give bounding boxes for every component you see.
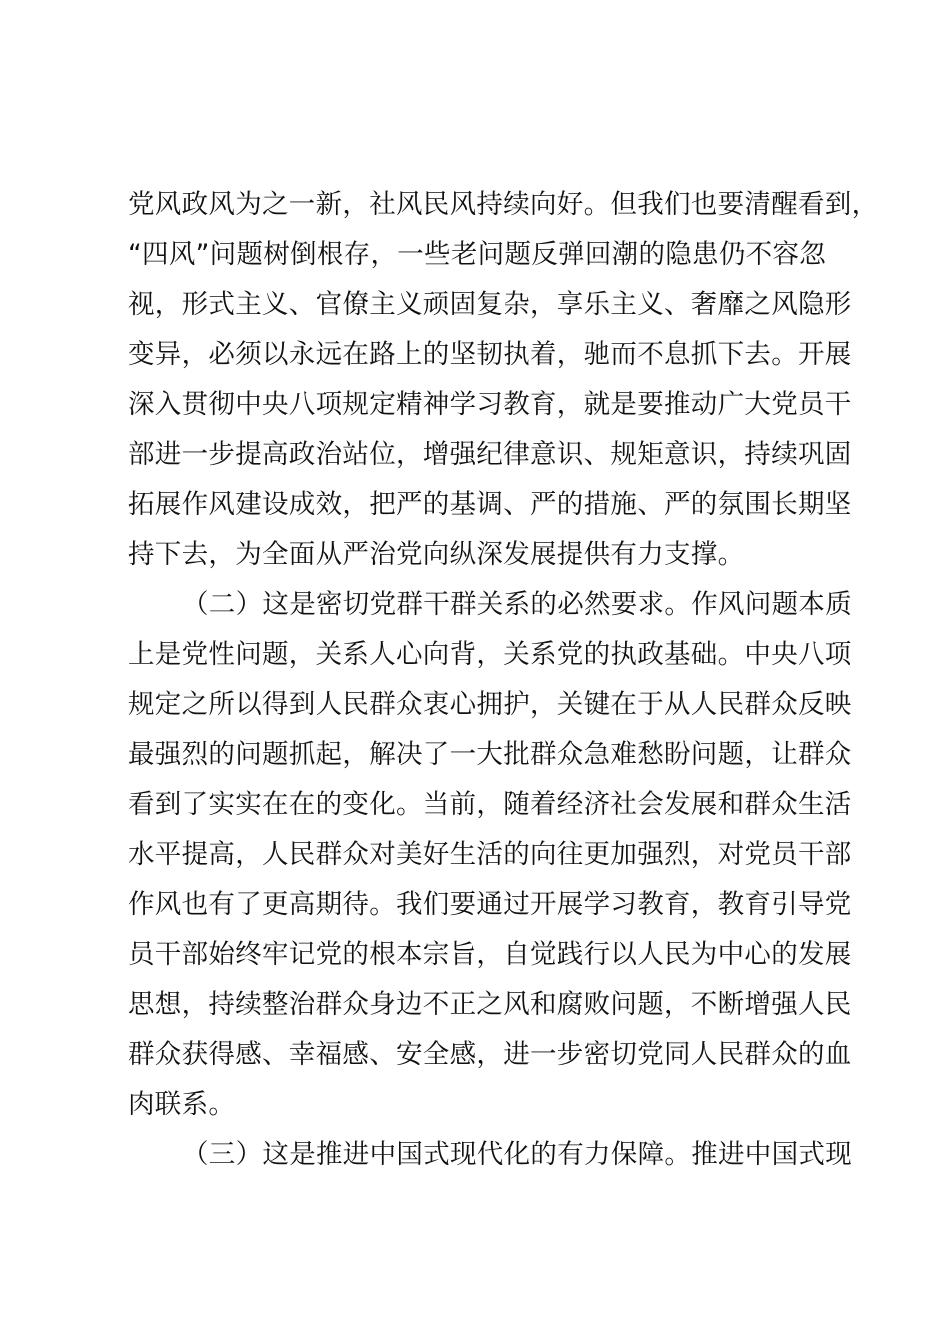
section-heading-line: （三）这是推进中国式现代化的有力保障。推进中国式现	[182, 1139, 852, 1170]
section-heading-line: （二）这是密切党群干群关系的必然要求。作风问题本质	[182, 589, 852, 620]
text-line: 部进一步提高政治站位，增强纪律意识、规矩意识，持续巩固	[128, 439, 852, 470]
document-body	[128, 180, 879, 1180]
text-line: 持下去，为全面从严治党向纵深发展提供有力支撑。	[128, 539, 745, 570]
text-line: 看到了实实在在的变化。当前，随着经济社会发展和群众生活	[128, 789, 852, 820]
text-line: 最强烈的问题抓起，解决了一大批群众急难愁盼问题，让群众	[128, 739, 852, 770]
text-line: 作风也有了更高期待。我们要通过开展学习教育，教育引导党	[128, 889, 852, 920]
text-line: 党风政风为之一新，社风民风持续向好。但我们也要清醒看到，	[128, 189, 879, 220]
text-line: 肉联系。	[128, 1089, 236, 1120]
text-line: 上是党性问题，关系人心向背，关系党的执政基础。中央八项	[128, 639, 852, 670]
text-line: 视，形式主义、官僚主义顽固复杂，享乐主义、奢靡之风隐形	[128, 289, 852, 320]
text-line: 规定之所以得到人民群众衷心拥护，关键在于从人民群众反映	[128, 689, 852, 720]
text-line: 群众获得感、幸福感、安全感，进一步密切党同人民群众的血	[128, 1039, 852, 1070]
text-line: 水平提高，人民群众对美好生活的向往更加强烈，对党员干部	[128, 839, 852, 870]
text-line: 员干部始终牢记党的根本宗旨，自觉践行以人民为中心的发展	[128, 939, 852, 970]
text-line: 深入贯彻中央八项规定精神学习教育，就是要推动广大党员干	[128, 389, 852, 420]
text-line: “四风”问题树倒根存，一些老问题反弹回潮的隐患仍不容忽	[128, 239, 827, 270]
text-line: 拓展作风建设成效，把严的基调、严的措施、严的氛围长期坚	[128, 489, 852, 520]
text-line: 变异，必须以永远在路上的坚韧执着，驰而不息抓下去。开展	[128, 339, 852, 370]
text-line: 思想，持续整治群众身边不正之风和腐败问题，不断增强人民	[128, 989, 852, 1020]
